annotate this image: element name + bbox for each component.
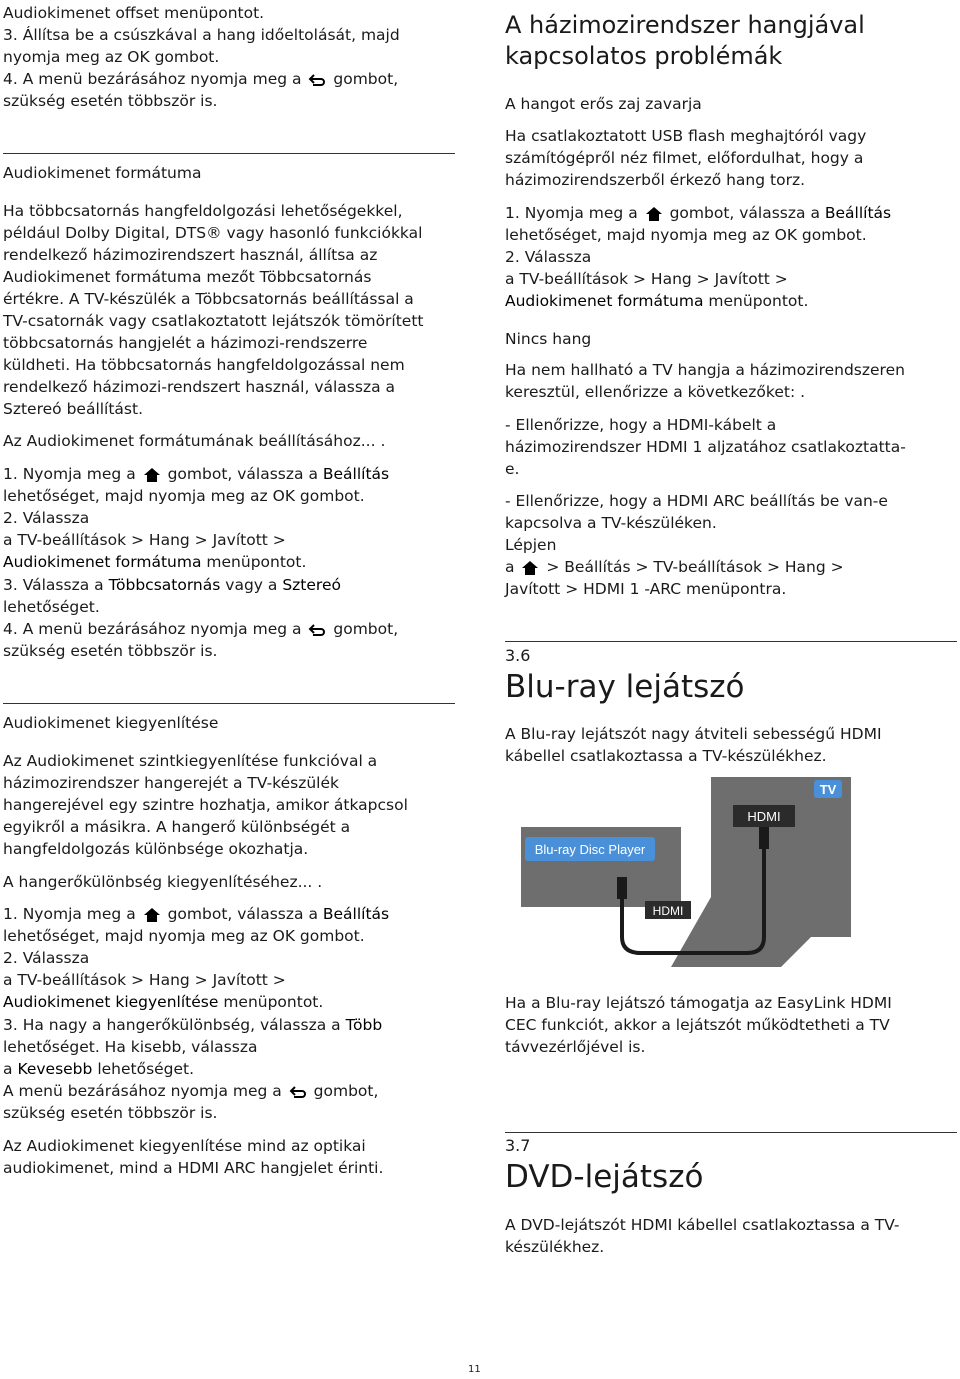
- text-line: [3, 903, 389, 925]
- section-divider: [505, 641, 957, 642]
- text-span: menüpontot.: [708, 292, 809, 310]
- text-line: szükség esetén többször is.: [3, 642, 218, 660]
- text-line: A Blu-ray lejátszót nagy átviteli sebességű HDMI: [505, 725, 882, 743]
- text-span: gombot, válassza a: [669, 204, 820, 222]
- text-line: Lépjen: [505, 536, 557, 554]
- text-span: Audiokimenet kiegyenlítése: [3, 993, 219, 1011]
- text-span: 1. Nyomja meg a: [505, 204, 638, 222]
- player-label: Blu-ray Disc Player: [534, 842, 646, 857]
- text-span: gombot, válassza a: [167, 905, 318, 923]
- text-span: a: [505, 558, 515, 576]
- text-span: 1. Nyomja meg a: [3, 905, 136, 923]
- text-span: Audiokimenet formátuma: [3, 553, 202, 571]
- text-line: lehetőséget, majd nyomja meg az OK gombot.: [3, 487, 365, 505]
- text-line: többcsatornás hangjelét a házimozi-rendszerre: [3, 334, 368, 352]
- text-span: Több: [345, 1016, 383, 1034]
- home-icon: [143, 907, 161, 923]
- home-icon: [521, 560, 539, 576]
- menu-path: a TV-beállítások > Hang > Javított >: [505, 270, 788, 288]
- text-span: Sztereó: [282, 576, 341, 594]
- text-line: 2. Válassza: [3, 949, 90, 967]
- menu-path: a TV-beállítások > Hang > Javított >: [3, 971, 286, 989]
- text-span: gombot,: [333, 620, 399, 638]
- text-line: lehetőséget.: [3, 598, 100, 616]
- text-line: A DVD-lejátszót HDMI kábellel csatlakoztassa a TV-: [505, 1216, 900, 1234]
- text-line: szükség esetén többször is.: [3, 92, 218, 110]
- home-icon: [143, 467, 161, 483]
- back-arrow-icon: [308, 72, 326, 88]
- section-divider: [3, 703, 455, 704]
- text-line: értékre. A TV-készülék a Többcsatornás beállítással a: [3, 290, 414, 308]
- text-line: Ha nem hallható a TV hangja a házimozirendszeren: [505, 361, 905, 379]
- subsection-heading: Nincs hang: [505, 330, 592, 348]
- text-line: Az Audiokimenet szintkiegyenlítése funkcióval a: [3, 752, 378, 770]
- section-heading: Audiokimenet formátuma: [3, 164, 202, 182]
- text-line: [3, 551, 306, 573]
- text-span: > Beállítás > TV-beállítások > Hang >: [546, 558, 844, 576]
- text-span: 3. Válassza a: [3, 576, 104, 594]
- home-icon: [645, 206, 663, 222]
- text-line: rendelkező házimozi-rendszert használ, válassza a: [3, 378, 396, 396]
- text-span: a: [3, 1060, 13, 1078]
- text-span: 1. Nyomja meg a: [3, 465, 136, 483]
- text-line: Audiokimenet offset menüpontot.: [3, 4, 265, 22]
- section-number: 3.7: [505, 1136, 531, 1155]
- text-span: Többcsatornás: [108, 576, 221, 594]
- cable-plug-left: [617, 877, 627, 899]
- section-title: DVD-lejátszó: [505, 1159, 704, 1195]
- text-line: hangerejével egy szintre hozhatja, amikor átkapcsol: [3, 796, 408, 814]
- text-span: Kevesebb: [17, 1060, 93, 1078]
- text-line: lehetőséget. Ha kisebb, válassza: [3, 1038, 258, 1056]
- text-line: [505, 290, 808, 312]
- text-span: gombot,: [313, 1082, 379, 1100]
- menu-path: Javított > HDMI 1 -ARC menüpontra.: [505, 580, 787, 598]
- tv-label: TV: [819, 782, 837, 797]
- text-line: például Dolby Digital, DTS® vagy hasonló funkciókkal: [3, 224, 423, 242]
- text-line: 2. Válassza: [3, 509, 90, 527]
- text-line: [3, 1014, 382, 1036]
- section-divider: [3, 153, 455, 154]
- cable-label: HDMI: [652, 904, 684, 918]
- text-line: A hangerőkülönbség kiegyenlítéséhez... .: [3, 873, 323, 891]
- text-line: Az Audiokimenet formátumának beállításához... .: [3, 432, 386, 450]
- text-line: [3, 618, 398, 640]
- text-line: rendelkező házimozirendszert használ, állítsa az: [3, 246, 378, 264]
- text-line: e.: [505, 460, 520, 478]
- menu-path: [505, 556, 844, 578]
- text-line: szükség esetén többször is.: [3, 1104, 218, 1122]
- text-span: 3. Ha nagy a hangerőkülönbség, válassza a: [3, 1016, 341, 1034]
- text-span: Audiokimenet formátuma: [505, 292, 704, 310]
- page-title: A házimozirendszer hangjával: [505, 11, 865, 39]
- text-span: gombot,: [333, 70, 399, 88]
- text-line: [3, 991, 323, 1013]
- text-line: [3, 68, 398, 90]
- section-divider: [505, 1132, 957, 1133]
- text-line: nyomja meg az OK gombot.: [3, 48, 220, 66]
- text-span: 4. A menü bezárásához nyomja meg a: [3, 70, 302, 88]
- text-line: számítógépről néz filmet, előfordulhat, hogy a: [505, 149, 864, 167]
- section-title: Blu-ray lejátszó: [505, 669, 745, 705]
- text-line: házimozirendszer hangerejét a TV-készülék: [3, 774, 339, 792]
- tv-hdmi-port-label: HDMI: [747, 809, 781, 824]
- text-line: Sztereó beállítást.: [3, 400, 144, 418]
- back-arrow-icon: [289, 1084, 307, 1100]
- text-line: Audiokimenet formátuma mezőt Többcsatornás: [3, 268, 372, 286]
- text-line: CEC funkciót, akkor a lejátszót működtetheti a TV: [505, 1016, 890, 1034]
- text-line: lehetőséget, majd nyomja meg az OK gombot.: [505, 226, 867, 244]
- text-line: - Ellenőrizze, hogy a HDMI ARC beállítás be van-e: [505, 492, 888, 510]
- page-title-line2: kapcsolatos problémák: [505, 42, 783, 70]
- text-line: [3, 1080, 378, 1102]
- text-line: Ha a Blu-ray lejátszó támogatja az EasyLink HDMI: [505, 994, 892, 1012]
- text-line: - Ellenőrizze, hogy a HDMI-kábelt a: [505, 416, 777, 434]
- text-line: audiokimenet, mind a HDMI ARC hangjelet érinti.: [3, 1159, 384, 1177]
- text-line: kapcsolva a TV-készüléken.: [505, 514, 717, 532]
- text-line: [3, 1058, 194, 1080]
- text-line: Az Audiokimenet kiegyenlítése mind az optikai: [3, 1137, 366, 1155]
- text-span: gombot, válassza a: [167, 465, 318, 483]
- text-line: készülékhez.: [505, 1238, 605, 1256]
- section-heading: Audiokimenet kiegyenlítése: [3, 714, 219, 732]
- page-number: 11: [468, 1364, 481, 1375]
- text-line: lehetőséget, majd nyomja meg az OK gombot.: [3, 927, 365, 945]
- text-line: hangfeldolgozás különbsége okozhatja.: [3, 840, 309, 858]
- text-line: Ha többcsatornás hangfeldolgozási lehetőségekkel,: [3, 202, 403, 220]
- text-line: házimozirendszerből érkező hang torz.: [505, 171, 806, 189]
- text-span: menüpontot.: [206, 553, 307, 571]
- text-span: A menü bezárásához nyomja meg a: [3, 1082, 282, 1100]
- section-number: 3.6: [505, 646, 531, 665]
- text-span: 4. A menü bezárásához nyomja meg a: [3, 620, 302, 638]
- text-line: küldheti. Ha többcsatornás hangfeldolgozással nem: [3, 356, 405, 374]
- text-span: vagy a: [225, 576, 278, 594]
- text-line: távvezérlőjével is.: [505, 1038, 646, 1056]
- subsection-heading: A hangot erős zaj zavarja: [505, 95, 702, 113]
- text-span: lehetőséget.: [97, 1060, 195, 1078]
- text-span: Beállítás: [322, 465, 390, 483]
- bluray-connection-illustration: [521, 777, 851, 967]
- text-span: Beállítás: [322, 905, 390, 923]
- text-line: [3, 463, 389, 485]
- text-line: 3. Állítsa be a csúszkával a hang időeltolását, majd: [3, 26, 400, 44]
- text-line: TV-csatornák vagy csatlakoztatott lejátszók tömörített: [3, 312, 424, 330]
- text-span: menüpontot.: [223, 993, 324, 1011]
- menu-path: a TV-beállítások > Hang > Javított >: [3, 531, 286, 549]
- back-arrow-icon: [308, 622, 326, 638]
- text-span: Beállítás: [824, 204, 892, 222]
- text-line: [3, 574, 341, 596]
- text-line: egyikről a másikra. A hangerő különbségét a: [3, 818, 351, 836]
- text-line: házimozirendszer HDMI 1 aljzatához csatlakoztatta-: [505, 438, 906, 456]
- text-line: keresztül, ellenőrizze a következőket: .: [505, 383, 806, 401]
- text-line: [505, 202, 891, 224]
- text-line: kábellel csatlakoztassa a TV-készülékhez.: [505, 747, 827, 765]
- cable-plug-right: [759, 827, 769, 849]
- text-line: Ha csatlakoztatott USB flash meghajtóról vagy: [505, 127, 867, 145]
- text-line: 2. Válassza: [505, 248, 592, 266]
